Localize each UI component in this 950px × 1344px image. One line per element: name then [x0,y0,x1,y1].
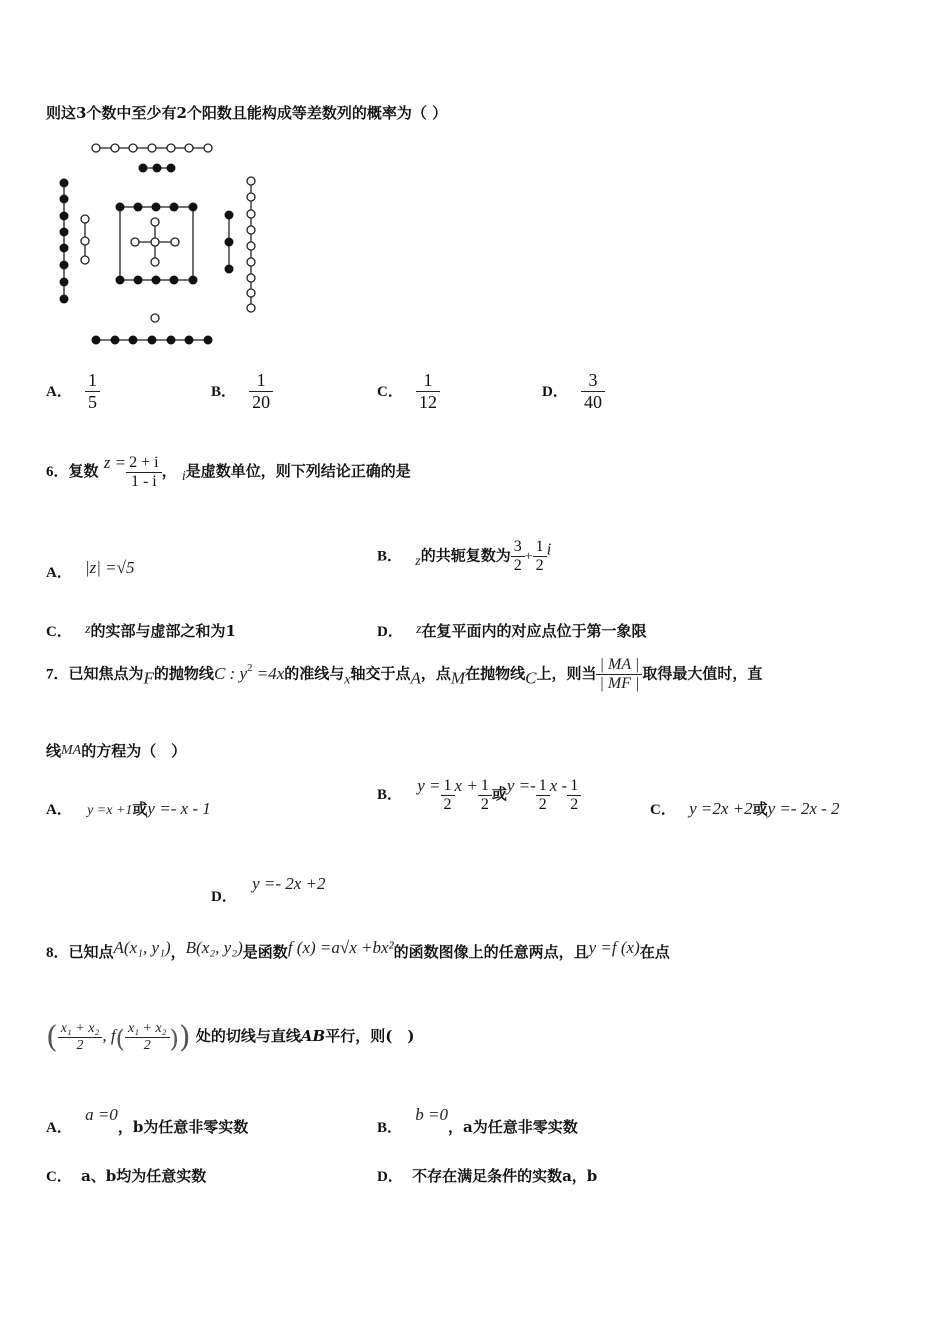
q8-option-b[interactable]: B． b =0，a为任意非零实数 [377,1105,578,1136]
q5-option-a[interactable]: A． $\frac{1}{5}$ [46,370,100,413]
q5-option-c[interactable]: C． $\frac{1}{12}$ [377,370,440,413]
q8-option-a[interactable]: A． a =0，b为任意非零实数 [46,1105,249,1136]
q8-option-d[interactable]: D． 不存在满足条件的实数a，b [377,1167,598,1185]
q7-option-d[interactable]: D． y =- 2x +2 [211,874,326,905]
q7-option-c[interactable]: C． y =2x +2或y =- 2x - 2 [650,799,840,818]
q8-stem-line1: 8．已知点A(x₁, y₁)，B(x₂, y₂)是函数f (x) =a√x +bx²的函数图像上的任意两点，且y =f (x)在点 [46,938,670,961]
q7-option-b[interactable]: B． y = $\frac{1}{2}$ x + $\frac{1}{2}$ 或y =- $\frac{1}{2}$ x - $\frac{1}{2}$ [377,776,581,814]
q6-option-d[interactable]: D． z在复平面内的对应点位于第一象限 [377,622,647,640]
q7-option-a[interactable]: A． y =x +1或y =- x - 1 [46,799,211,818]
q8-stem-line2: ( $\frac{\text{x₁ + x₂}}{2}$ , f( $\frac{\text{x₁ + x₂}}{2}$ )) 处的切线与直线AB平行，则( ) [46,1020,415,1055]
q6-stem: 6．复数 z = $\frac{2 + i}{1 - i}$ ， i是虚数单位，则下列结论正确的是 [46,453,411,490]
q5-stem: 则这3个数中至少有2个阳数且能构成等差数列的概率为（ ） [46,104,448,122]
q5-option-b[interactable]: B． $\frac{1}{20}$ [211,370,273,413]
q6-option-c[interactable]: C． z的实部与虚部之和为1 [46,622,236,640]
q7-stem-line2: 线MA的方程为（ ） [46,742,187,760]
q8-option-c[interactable]: C． a、b均为任意实数 [46,1167,207,1185]
diagram-icon [50,138,280,353]
q6-option-a[interactable]: A． |z| =√5 [46,558,135,581]
q7-stem-line1: 7．已知焦点为F的抛物线C : $y^2 =4x$的准线与x轴交于点A，点M在抛物线C上，则当 $\frac{| MA |}{| MF |}$ 取得最大值时，直 [46,656,763,692]
q5-option-d[interactable]: D． $\frac{3}{40}$ [542,370,605,413]
q6-option-b[interactable]: B． z的共轭复数为 $\frac{3}{2}$ + $\frac{1}{2}$ i [377,538,552,574]
